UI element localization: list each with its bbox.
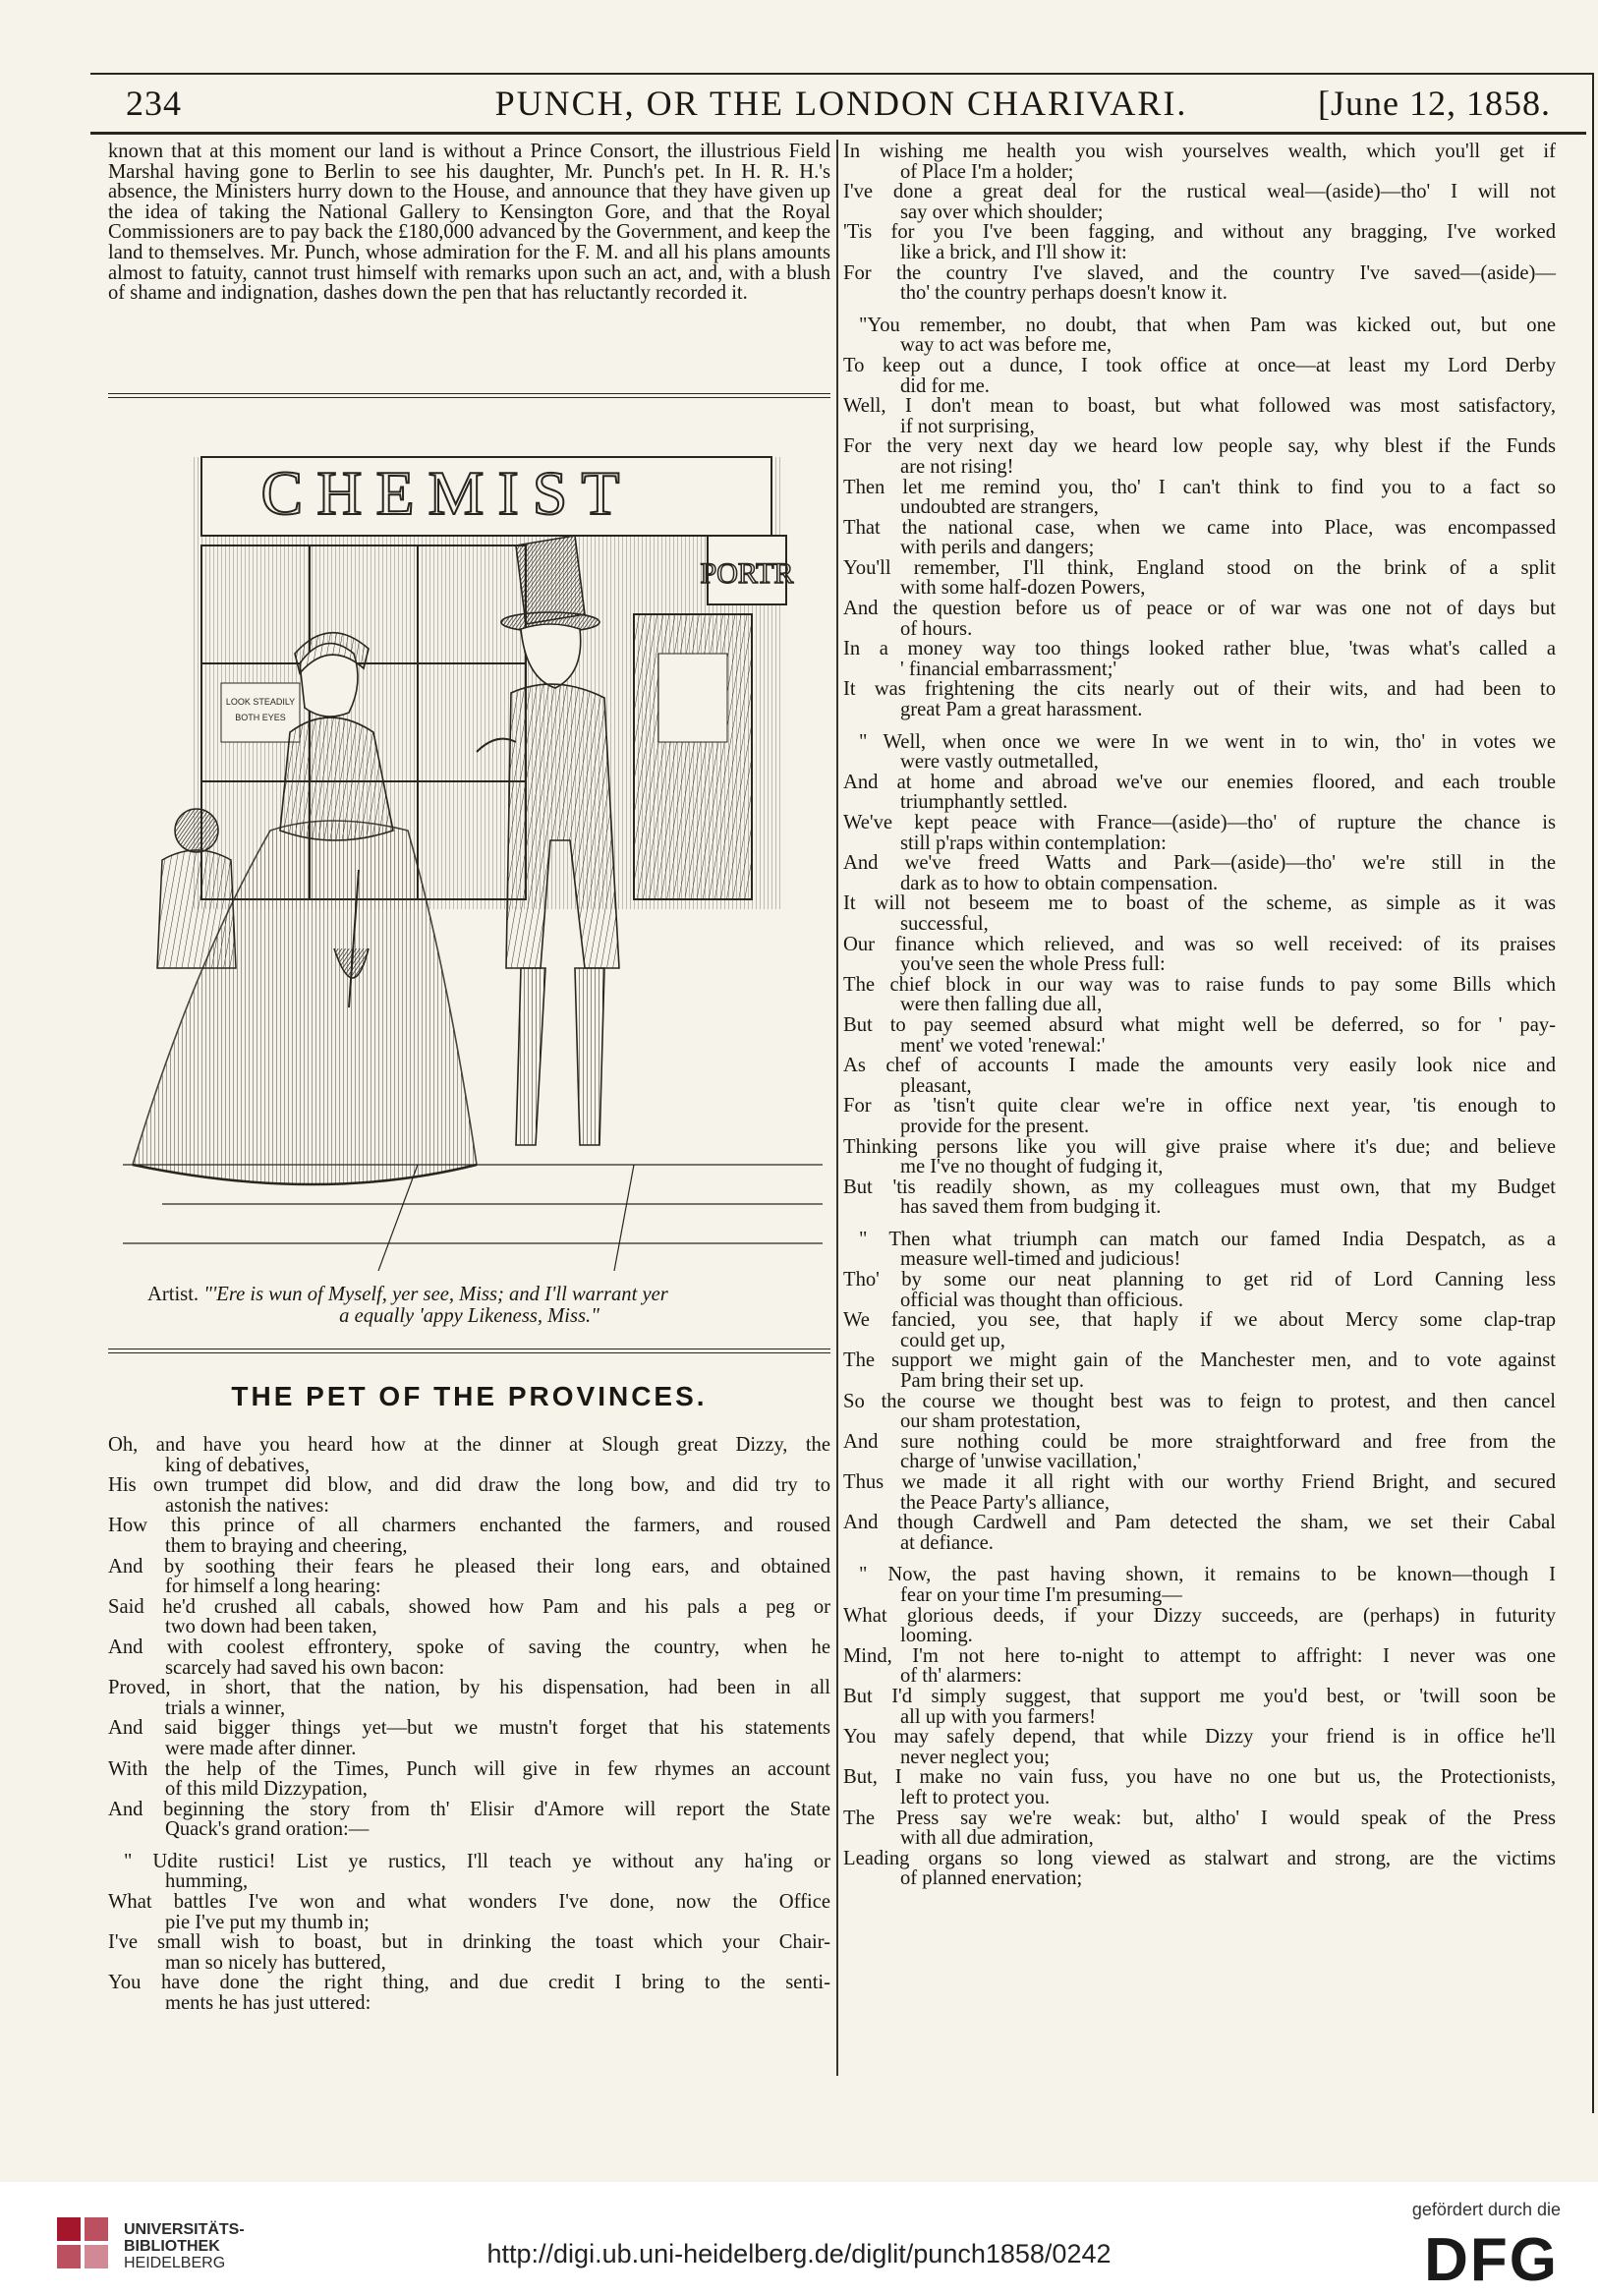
left-column xyxy=(108,142,830,304)
poem-right-column xyxy=(843,142,1556,1889)
poem-line: like a brick, and I'll show it: xyxy=(900,241,1127,263)
poem-line: king of debatives, xyxy=(165,1454,310,1476)
poem-line: of Place I'm a holder; xyxy=(900,160,1074,183)
poem-line: " Udite rustici! List ye rustics, I'll teach ye without any ha'ing or xyxy=(124,1850,830,1872)
poem-line: pie I've put my thumb in; xyxy=(165,1911,370,1933)
caption-line-2: a equally 'appy Likeness, Miss." xyxy=(339,1305,599,1327)
page-frame-right-rule xyxy=(1592,73,1594,2113)
display-portrait xyxy=(658,654,727,742)
poem-line: left to protect you. xyxy=(900,1786,1051,1808)
poem-line: were then falling due all, xyxy=(900,994,1103,1016)
poem-line: if not surprising, xyxy=(900,415,1035,437)
poem-line: ments he has just uttered: xyxy=(165,1992,371,2015)
poem-line: The chief block in our way was to raise funds to pay some Bills which xyxy=(843,973,1556,996)
poem-line: Proved, in short, that the nation, by his dispensation, had been in all xyxy=(108,1677,830,1699)
stanza-break xyxy=(843,720,1556,732)
poem-line: That the national case, when we came into Place, was encompassed xyxy=(843,516,1556,539)
poem-line: "You remember, no doubt, that when Pam was kicked out, but one xyxy=(859,314,1556,336)
poem-line: of planned enervation; xyxy=(900,1867,1083,1890)
chemist-sign: CHEMIST xyxy=(260,458,634,528)
poem-line: looming. xyxy=(900,1625,973,1647)
column-divider xyxy=(836,140,838,2076)
poem-line: two down had been taken, xyxy=(165,1616,377,1638)
poem-line: To keep out a dunce, I took office at once—at least my Lord Derby xyxy=(843,354,1556,376)
poem-line: undoubted are strangers, xyxy=(900,496,1099,519)
running-title: PUNCH, OR THE LONDON CHARIVARI. xyxy=(494,84,1188,123)
poem-line: official was thought than officious. xyxy=(900,1289,1184,1311)
poem-line: And at home and abroad we've our enemies floored, and each trouble xyxy=(843,771,1556,793)
poem-line: For the country I've slaved, and the country I've saved—(aside)— xyxy=(843,261,1556,284)
poem-line: man so nicely has buttered, xyxy=(165,1951,386,1974)
poem-line: I've small wish to boast, but in drinking the toast which your Chair- xyxy=(108,1931,830,1954)
poem-line: And though Cardwell and Pam detected the sham, we set their Cabal xyxy=(843,1512,1556,1534)
poem-line: And we've freed Watts and Park—(aside)—tho' we're still in the xyxy=(843,852,1556,875)
poem-line: our sham protestation, xyxy=(900,1410,1081,1433)
poem-line: them to braying and cheering, xyxy=(165,1534,408,1557)
poem-line: For the very next day we heard low people say, why blest if the Funds xyxy=(843,435,1556,458)
poem-line: ' financial embarrassment;' xyxy=(900,658,1117,680)
poem-line: never neglect you; xyxy=(900,1746,1051,1768)
poem-line: And sure nothing could be more straightforward and free from the xyxy=(843,1430,1556,1453)
poem-line: all up with you farmers! xyxy=(900,1705,1097,1728)
poem-line: were vastly outmetalled, xyxy=(900,751,1099,774)
poem-line: You may safely depend, that while Dizzy your friend is in office he'll xyxy=(843,1726,1556,1749)
poem-line: The Press say we're weak: but, altho' I would speak of the Press xyxy=(843,1807,1556,1829)
library-name-line-2: BIBLIOTHEK xyxy=(124,2238,220,2255)
intro-paragraph: known that at this moment our land is without a Prince Consort, the illustrious Field Marshal having gone to Berlin to see his daughter, Mr. Punch's pet. In H. R. H.'s absence, the Ministers hurry down to the House, and announce that they have given up the idea of taking the National Gallery to Kensington Gore, and that the Royal Commissioners are to pay back the £180,000 advanced by the Government, and keep the land to themselves. Mr. Punch, whose admiration for the F. M. and all his plans amounts almost to fatuity, cannot trust himself with remarks upon such an act, and, with a blush of shame and indignation, dashes down the pen that has reluctantly recorded it. xyxy=(108,141,830,305)
caption-line-1: "'Ere is wun of Myself, yer see, Miss; and I'll warrant yer xyxy=(203,1284,668,1305)
poem-line: with perils and dangers; xyxy=(900,537,1095,559)
poem-line: are not rising! xyxy=(900,455,1014,478)
poem-line: trials a winner, xyxy=(165,1696,286,1719)
dfg-logo: DFG xyxy=(1424,2226,1559,2294)
poem-line: How this prince of all charmers enchanted the farmers, and roused xyxy=(108,1515,830,1537)
poem-line: measure well-timed and judicious! xyxy=(900,1248,1181,1271)
poem-line: say over which shoulder; xyxy=(900,201,1104,223)
section-divider xyxy=(108,1349,830,1353)
optician-card-line1: LOOK STEADILY xyxy=(225,697,296,707)
poem-line: But I'd simply suggest, that support me you'd best, or 'twill soon be xyxy=(843,1685,1556,1707)
cartoon-drawing xyxy=(123,418,823,1271)
header-rule xyxy=(90,132,1586,135)
poem-line: With the help of the Times, Punch will give in few rhymes an account xyxy=(108,1757,830,1780)
poem-line: Said he'd crushed all cabals, showed how Pam and his pals a peg or xyxy=(108,1595,830,1618)
poem-line: Pam bring their set up. xyxy=(900,1370,1085,1393)
page-frame-top-rule xyxy=(90,73,1592,75)
poem-line: But to pay seemed absurd what might well be deferred, so for ' pay- xyxy=(843,1013,1556,1036)
poem-line: tho' the country perhaps doesn't know it. xyxy=(900,282,1227,305)
poem-line: And the question before us of peace or of war was one not of days but xyxy=(843,598,1556,620)
poem-line: great Pam a great harassment. xyxy=(900,699,1143,721)
poem-line: Leading organs so long viewed as stalwart and strong, are the victims xyxy=(843,1847,1556,1869)
poem-line: " Well, when once we were In we went in to win, tho' in votes we xyxy=(859,730,1556,753)
poem-line: We've kept peace with France—(aside)—tho' of rupture the chance is xyxy=(843,812,1556,833)
poem-line: charge of 'unwise vacillation,' xyxy=(900,1451,1141,1473)
poem-line: of hours. xyxy=(900,617,973,640)
poem-line: did for me. xyxy=(900,374,990,397)
poem-line: dark as to how to obtain compensation. xyxy=(900,872,1219,894)
issue-date: [June 12, 1858. xyxy=(1318,84,1551,123)
poem-line: And beginning the story from th' Elisir d'Amore will report the State xyxy=(108,1798,830,1820)
poem-line: successful, xyxy=(900,912,989,935)
poem-title: THE PET OF THE PROVINCES. xyxy=(231,1381,708,1411)
poem-line: has saved them from budging it. xyxy=(900,1196,1162,1219)
section-divider xyxy=(108,393,830,398)
poem-line: For as 'tisn't quite clear we're in office next year, 'tis enough to xyxy=(843,1095,1556,1118)
poem-line: scarcely had saved his own bacon: xyxy=(165,1656,445,1679)
poem-line: Our finance which relieved, and was so well received: of its praises xyxy=(843,933,1556,955)
poem-line: His own trumpet did blow, and did draw the long bow, and did try to xyxy=(108,1474,830,1497)
cartoon-illustration xyxy=(123,418,823,1271)
poem-line: Thus we made it all right with our worthy Friend Bright, and secured xyxy=(843,1471,1556,1493)
poem-line: The support we might gain of the Manchester men, and to vote against xyxy=(843,1349,1556,1372)
poem-line: Thinking persons like you will give praise where it's due; and believe xyxy=(843,1135,1556,1158)
poem-line: way to act was before me, xyxy=(900,334,1112,357)
poem-line: In wishing me health you wish yourselves wealth, which you'll get if xyxy=(843,141,1556,162)
poem-line: the Peace Party's alliance, xyxy=(900,1491,1110,1514)
poem-line: you've seen the whole Press full: xyxy=(900,953,1166,976)
poem-line: fear on your time I'm presuming— xyxy=(900,1583,1182,1606)
poem-line: of th' alarmers: xyxy=(900,1665,1022,1688)
poem-line: In a money way too things looked rather blue, 'twas what's called a xyxy=(843,638,1556,660)
optician-card-line2: BOTH EYES xyxy=(235,713,286,722)
poem-line: Well, I don't mean to boast, but what followed was most satisfactory, xyxy=(843,395,1556,418)
poem-line: " Then what triumph can match our famed India Despatch, as a xyxy=(859,1228,1556,1250)
poem-line: me I've no thought of fudging it, xyxy=(900,1156,1164,1178)
poem-line: But 'tis readily shown, as my colleagues must own, that my Budget xyxy=(843,1176,1556,1198)
poem-line: Tho' by some our neat planning to get rid of Lord Canning less xyxy=(843,1269,1556,1292)
poem-line: What glorious deeds, if your Dizzy succeeds, are (perhaps) in futurity xyxy=(843,1604,1556,1627)
poem-line: could get up, xyxy=(900,1329,1005,1351)
poem-line: triumphantly settled. xyxy=(900,791,1068,814)
library-name-line-1: UNIVERSITÄTS- xyxy=(124,2221,245,2238)
poem-line: So the course we thought best was to feign to protest, and then cancel xyxy=(843,1390,1556,1412)
poem-line: It will not beseem me to boast of the scheme, as simple as it was xyxy=(843,892,1556,915)
poem-line: Mind, I'm not here to-night to attempt to affright: I never was one xyxy=(843,1644,1556,1667)
poem-line: You'll remember, I'll think, England stood on the brink of a split xyxy=(843,556,1556,579)
cartoon-caption xyxy=(108,1284,830,1327)
digitization-footer xyxy=(0,2182,1598,2296)
poem-line: for himself a long hearing: xyxy=(165,1576,381,1598)
page-number: 234 xyxy=(126,84,182,123)
poem-line: still p'raps within contemplation: xyxy=(900,832,1167,854)
poem-line: I've done a great deal for the rustical weal—(aside)—tho' I will not xyxy=(843,181,1556,203)
poem-line: 'Tis for you I've been fagging, and without any bragging, I've worked xyxy=(843,221,1556,244)
poem-line: But, I make no vain fuss, you have no one but us, the Protectionists, xyxy=(843,1766,1556,1789)
poem-line: Oh, and have you heard how at the dinner at Slough great Dizzy, the xyxy=(108,1434,830,1456)
poem-line: ment' we voted 'renewal:' xyxy=(900,1034,1106,1057)
poem-line: You have done the right thing, and due credit I bring to the senti- xyxy=(108,1972,830,1994)
page-header xyxy=(90,77,1592,130)
poem-left-column xyxy=(108,1435,830,2014)
poem-line: As chef of accounts I made the amounts very easily look nice and xyxy=(843,1055,1556,1077)
poem-line: pleasant, xyxy=(900,1074,972,1097)
poem-line: astonish the natives: xyxy=(165,1494,330,1517)
stanza-break xyxy=(843,304,1556,316)
library-name-line-3: HEIDELBERG xyxy=(124,2255,226,2271)
poem-line: It was frightening the cits nearly out of their wits, and had been to xyxy=(843,678,1556,701)
poem-line: What battles I've won and what wonders I've done, now the Office xyxy=(108,1891,830,1914)
poem-line: We fancied, you see, that haply if we about Mercy some clap-trap xyxy=(843,1309,1556,1332)
poem-line: And said bigger things yet—but we mustn't forget that his statements xyxy=(108,1717,830,1740)
poem-line: with all due admiration, xyxy=(900,1827,1094,1850)
porter-sign: PORTR xyxy=(700,557,794,590)
poem-line: Then let me remind you, tho' I can't think to find you to a fact so xyxy=(843,476,1556,498)
permalink-url[interactable]: http://digi.ub.uni-heidelberg.de/diglit/punch1858/0242 xyxy=(486,2239,1112,2268)
poem-line: of this mild Dizzypation, xyxy=(165,1778,368,1801)
poem-line: humming, xyxy=(165,1870,249,1893)
poem-line: And by soothing their fears he pleased their long ears, and obtained xyxy=(108,1555,830,1578)
caption-speaker: Artist. xyxy=(147,1284,200,1305)
poem-line: And with coolest effrontery, spoke of saving the country, when he xyxy=(108,1636,830,1658)
poem-line: provide for the present. xyxy=(900,1115,1090,1137)
poem-line: with some half-dozen Powers, xyxy=(900,577,1146,600)
poem-line: at defiance. xyxy=(900,1531,994,1554)
poem-line: Quack's grand oration:— xyxy=(165,1818,370,1841)
poem-line: " Now, the past having shown, it remains to be known—though I xyxy=(859,1564,1556,1586)
poem-line: were made after dinner. xyxy=(165,1737,357,1759)
funding-note: gefördert durch die xyxy=(1411,2200,1561,2219)
